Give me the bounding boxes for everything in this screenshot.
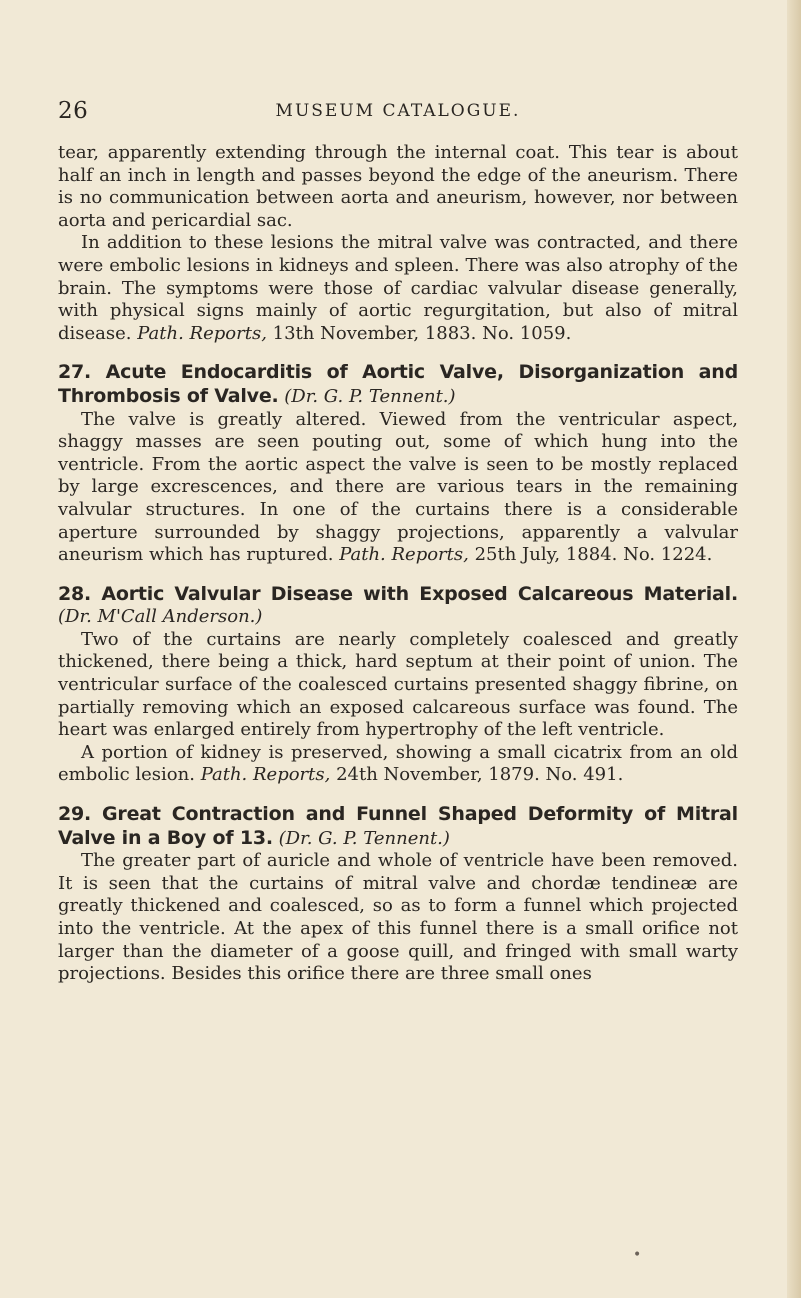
page-number: 26 (58, 98, 89, 124)
reference-source: Path. Reports, (137, 322, 267, 344)
running-title: MUSEUM CATALOGUE. (275, 101, 521, 121)
entry-heading: 29. Great Contraction and Funnel Shaped Deformity of Mitral Valve in a Boy of 13. (58, 803, 738, 849)
page-header (58, 98, 738, 128)
entry-body-2: A portion of kidney is preserved, showing a small cicatrix from an old embolic lesion. (58, 741, 738, 786)
entry-donor: (Dr. M'Call Anderson.) (58, 606, 263, 628)
page-edge (787, 0, 801, 1298)
catalogue-entry-29 (58, 803, 738, 986)
entry-heading: 27. Acute Endocarditis of Aortic Valve, Disorganization and Thrombosis of Valve. (58, 361, 738, 407)
entry-description-2 (58, 742, 738, 787)
page-body (58, 142, 738, 986)
stray-ink-mark: • (633, 1247, 642, 1263)
entry-body: The valve is greatly altered. Viewed from the ventricular aspect, shaggy masses are seen pouting out, some of which hung into the ventricle. From the aortic aspect the valve is seen to be mostly replaced by large excrescences, and there are various tears in the remaining valvular structures. In one of the curtains there is a considerable aperture surrounded by shaggy projections, apparently a valvular aneurism which has ruptured. (58, 408, 738, 566)
catalogue-entry-28 (58, 583, 738, 787)
entry-description: The greater part of auricle and whole of ventricle have been removed. It is seen that the curtains of mitral valve and chordæ tendineæ are greatly thickened and coalesced, so as to form a funnel which projected into the ventricle. At the apex of this funnel there is a small orifice not larger than the diameter of a goose quill, and fringed with small warty projections. Besides this orifice there are three small ones (58, 850, 738, 985)
entry-heading-line (58, 583, 738, 629)
entry-donor: (Dr. G. P. Tennent.) (278, 827, 450, 849)
continuation-paragraph-2 (58, 232, 738, 345)
catalogue-entry-27 (58, 361, 738, 566)
entry-donor: (Dr. G. P. Tennent.) (284, 385, 456, 407)
paragraph-text: In addition to these lesions the mitral valve was contracted, and there were embolic lesions in kidneys and spleen. There was also atrophy of the brain. The symptoms were those of cardiac valvular disease generally, with physical signs mainly of aortic regurgitation, but also of mitral disease. (58, 232, 738, 344)
reference-source: Path. Reports, (200, 764, 331, 786)
continuation-paragraph: tear, apparently extending through the internal coat. This tear is about half an inch in length and passes beyond the edge of the aneurism. There is no communication between aorta and aneurism, however, nor between aorta and pericardial sac. (58, 142, 738, 231)
entry-heading-line (58, 803, 738, 850)
entry-heading: 28. Aortic Valvular Disease with Exposed Calcareous Material. (58, 582, 738, 605)
entry-description (58, 409, 738, 567)
reference-detail: 13th November, 1883. No. 1059. (272, 322, 572, 344)
reference-source: Path. Reports, (339, 544, 469, 566)
reference-detail: 25th July, 1884. No. 1224. (474, 544, 713, 566)
reference-detail: 24th November, 1879. No. 491. (336, 764, 624, 786)
entry-description: Two of the curtains are nearly completely coalesced and greatly thickened, there being a thick, hard septum at their point of union. The ventricular surface of the coalesced curtains presented shaggy fibrine, on partially removing which an exposed calcareous surface was found. The heart was enlarged entirely from hypertrophy of the left ventricle. (58, 628, 738, 741)
entry-heading-line (58, 361, 738, 408)
